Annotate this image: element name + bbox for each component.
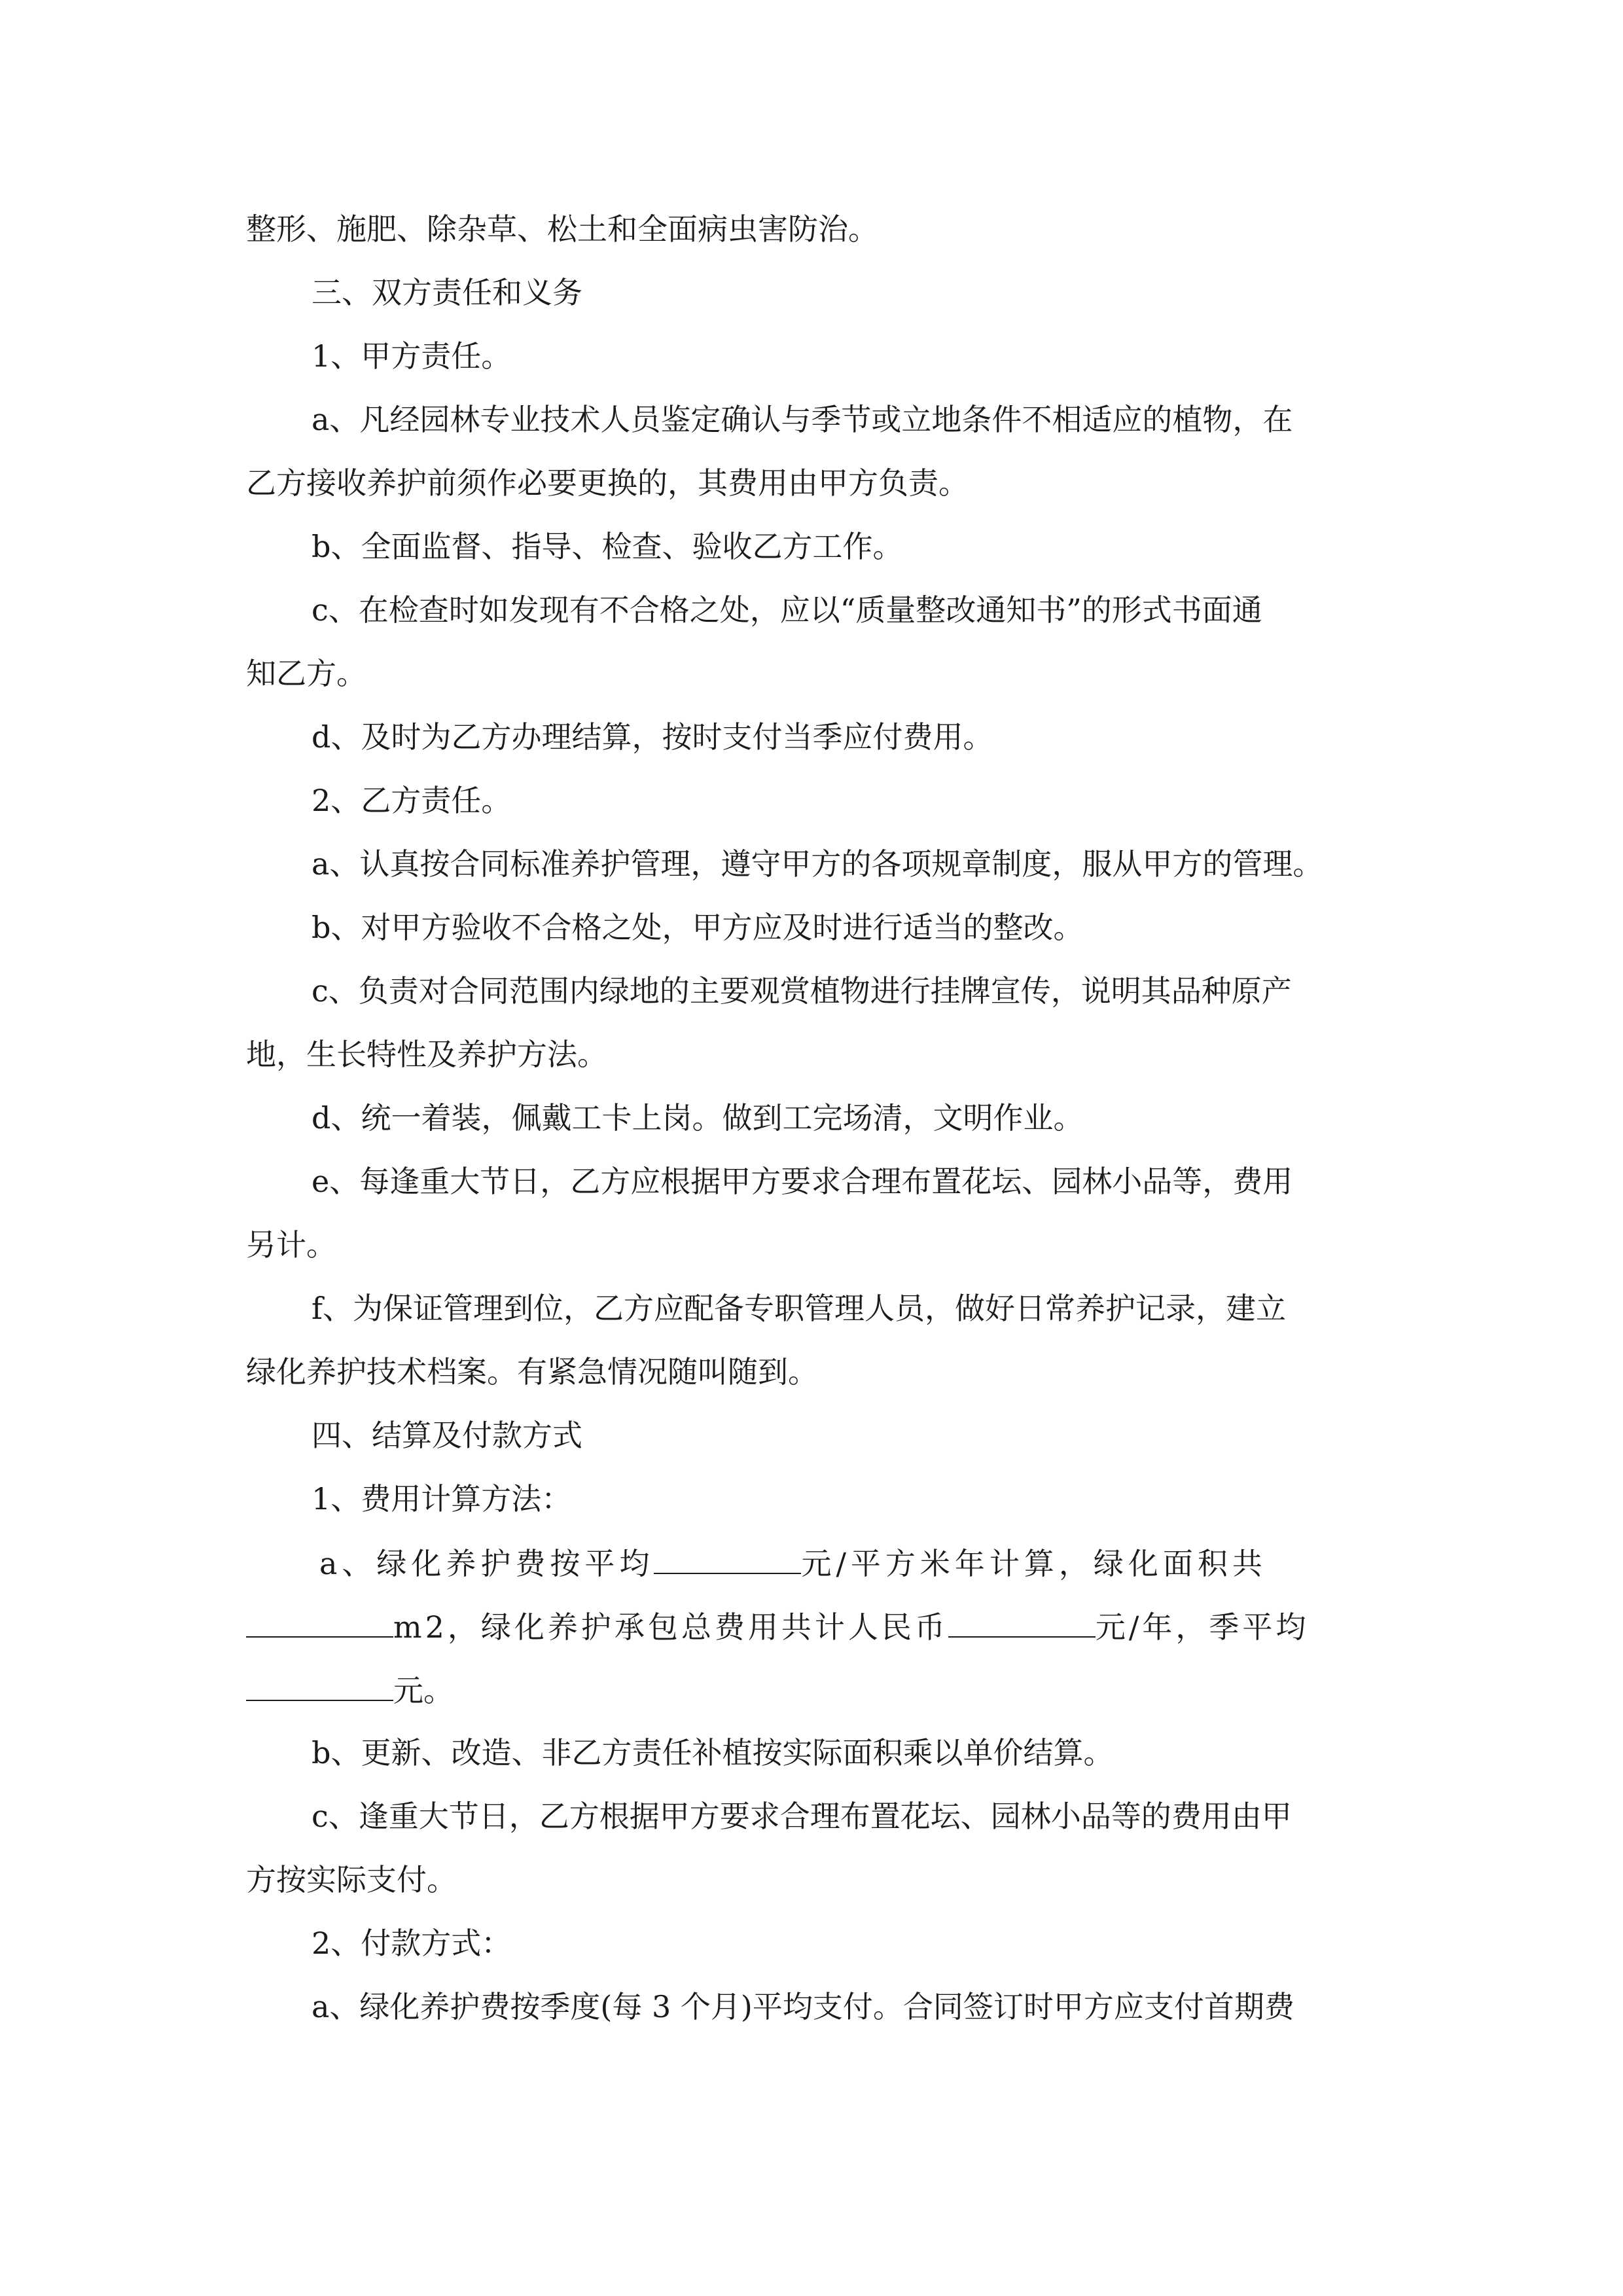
unit-price-blank bbox=[654, 1543, 801, 1574]
text-line-d2: d、统一着装，佩戴工卡上岗。做到工完场清，文明作业。 bbox=[312, 1100, 1084, 1136]
fee-line-3 bbox=[246, 1670, 454, 1710]
fee-line-1-text-a: a、绿化养护费按平均 bbox=[319, 1546, 654, 1581]
fee-line-2-text-b: 元/年，季平均 bbox=[1095, 1609, 1310, 1645]
sub-heading-fee-calc: 1、费用计算方法： bbox=[312, 1481, 572, 1516]
text-line-a1-cont: 乙方接收养护前须作必要更换的，其费用由甲方负责。 bbox=[246, 465, 969, 501]
fee-line-2 bbox=[246, 1606, 1309, 1647]
text-line-b1: b、全面监督、指导、检查、验收乙方工作。 bbox=[312, 529, 903, 564]
text-line-a1: a、凡经园林专业技术人员鉴定确认与季节或立地条件不相适应的植物，在 bbox=[312, 402, 1293, 437]
text-line-f2: f、为保证管理到位，乙方应配备专职管理人员，做好日常养护记录，建立 bbox=[312, 1291, 1287, 1326]
fee-line-2-text-a: m2，绿化养护承包总费用共计人民币 bbox=[393, 1609, 948, 1645]
area-blank bbox=[246, 1606, 393, 1638]
quarterly-fee-blank bbox=[246, 1670, 393, 1701]
text-line-c2: c、负责对合同范围内绿地的主要观赏植物进行挂牌宣传，说明其品种原产 bbox=[312, 973, 1292, 1009]
sub-heading-payment: 2、付款方式： bbox=[312, 1926, 512, 1961]
text-line-f2-cont: 绿化养护技术档案。有紧急情况随叫随到。 bbox=[246, 1354, 818, 1390]
text-line-b-fee: b、更新、改造、非乙方责任补植按实际面积乘以单价结算。 bbox=[312, 1735, 1114, 1770]
text-line-a-payment: a、绿化养护费按季度(每 3 个月)平均支付。合同签订时甲方应支付首期费 bbox=[312, 1989, 1294, 2024]
text-line-c1-cont: 知乙方。 bbox=[246, 656, 366, 691]
total-fee-blank bbox=[948, 1606, 1096, 1638]
fee-line-3-text-a: 元。 bbox=[393, 1673, 454, 1708]
text-line-a2: a、认真按合同标准养护管理，遵守甲方的各项规章制度，服从甲方的管理。 bbox=[312, 846, 1323, 882]
sub-heading-party-b: 2、乙方责任。 bbox=[312, 783, 512, 818]
text-line-c-fee-cont: 方按实际支付。 bbox=[246, 1862, 457, 1897]
text-line-c2-cont: 地，生长特性及养护方法。 bbox=[246, 1037, 607, 1072]
text-line-c-fee: c、逢重大节日，乙方根据甲方要求合理布置花坛、园林小品等的费用由甲 bbox=[312, 1799, 1292, 1834]
section-heading-3: 三、双方责任和义务 bbox=[312, 275, 582, 310]
text-line-c1: c、在检查时如发现有不合格之处，应以“质量整改通知书”的形式书面通 bbox=[312, 592, 1262, 628]
text-line-1: 整形、施肥、除杂草、松土和全面病虫害防治。 bbox=[246, 211, 878, 247]
text-line-b2: b、对甲方验收不合格之处，甲方应及时进行适当的整改。 bbox=[312, 910, 1084, 945]
section-heading-4: 四、结算及付款方式 bbox=[312, 1418, 582, 1453]
text-line-e2: e、每逢重大节日，乙方应根据甲方要求合理布置花坛、园林小品等，费用 bbox=[312, 1164, 1293, 1199]
text-line-e2-cont: 另计。 bbox=[246, 1227, 336, 1263]
fee-line-1 bbox=[319, 1543, 1267, 1583]
fee-line-1-text-b: 元/平方米年计算，绿化面积共 bbox=[801, 1546, 1267, 1581]
sub-heading-party-a: 1、甲方责任。 bbox=[312, 338, 512, 374]
text-line-d1: d、及时为乙方办理结算，按时支付当季应付费用。 bbox=[312, 719, 993, 755]
